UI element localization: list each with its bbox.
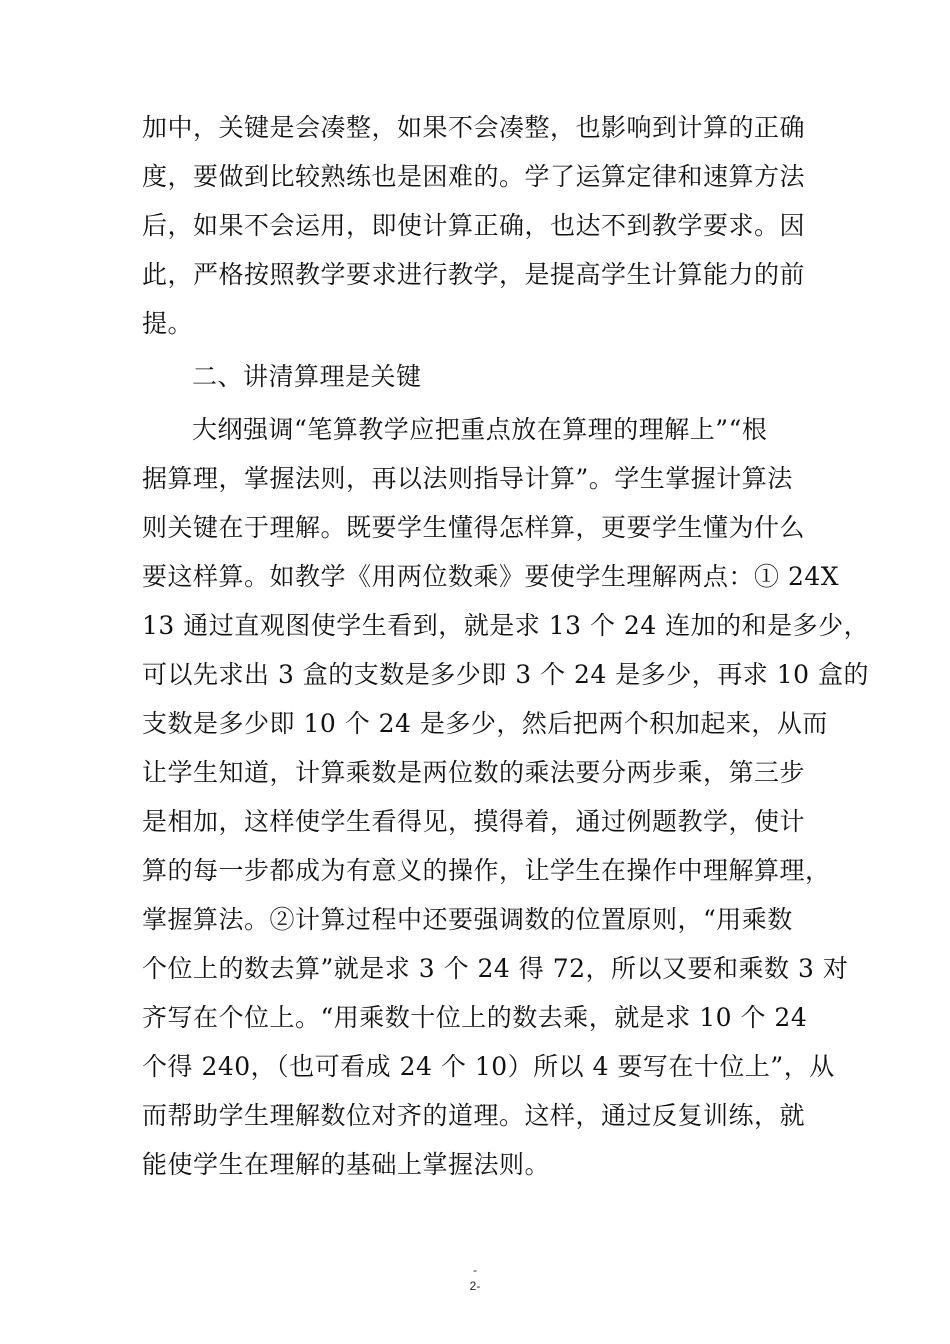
paragraph-line: 掌握算法。②计算过程中还要强调数的位置原则，“用乘数: [142, 905, 793, 934]
paragraph-line: 大纲强调“笔算教学应把重点放在算理的理解上”“根: [192, 415, 768, 444]
paragraph-line: 后，如果不会运用，即使计算正确，也达不到教学要求。因: [142, 211, 806, 240]
paragraph-line: 支数是多少即 10 个 24 是多少，然后把两个积加起来，从而: [142, 709, 828, 738]
section-heading: 二、讲清算理是关键: [192, 362, 422, 391]
paragraph-line: 个位上的数去算”就是求 3 个 24 得 72，所以又要和乘数 3 对: [142, 954, 849, 983]
paragraph-line: 是相加，这样使学生看得见，摸得着，通过例题教学，使计: [142, 807, 806, 836]
paragraph-line: 13 通过直观图使学生看到，就是求 13 个 24 连加的和是多少，: [142, 611, 870, 640]
paragraph-line: 据算理，掌握法则，再以法则指导计算”。学生掌握计算法: [142, 464, 793, 493]
paragraph-line: 算的每一步都成为有意义的操作，让学生在操作中理解算理，: [142, 856, 831, 885]
paragraph-line: 要这样算。如教学《用两位数乘》要使学生理解两点：① 24X: [142, 562, 840, 591]
paragraph-line: 个得 240，（也可看成 24 个 10）所以 4 要写在十位上”，从: [142, 1052, 835, 1081]
paragraph-line: 可以先求出 3 盒的支数是多少即 3 个 24 是多少，再求 10 盒的: [142, 660, 870, 689]
paragraph-line: 齐写在个位上。“用乘数十位上的数去乘，就是求 10 个 24: [142, 1003, 808, 1032]
paragraph-line: 此，严格按照教学要求进行教学，是提高学生计算能力的前: [142, 260, 806, 289]
paragraph-line: 则关键在于理解。既要学生懂得怎样算，更要学生懂为什么: [142, 513, 806, 542]
page-number: 2-: [469, 1279, 481, 1293]
paragraph-line: 加中，关键是会凑整，如果不会凑整，也影响到计算的正确: [142, 113, 806, 142]
paragraph-line: 提。: [142, 309, 194, 338]
paragraph-line: 而帮助学生理解数位对齐的道理。这样，通过反复训练，就: [142, 1101, 806, 1130]
paragraph-line: 度，要做到比较熟练也是困难的。学了运算定律和速算方法: [142, 162, 806, 191]
paragraph-line: 让学生知道，计算乘数是两位数的乘法要分两步乘，第三步: [142, 758, 806, 787]
footer-dash: -: [473, 1263, 477, 1277]
paragraph-line: 能使学生在理解的基础上掌握法则。: [142, 1150, 551, 1179]
